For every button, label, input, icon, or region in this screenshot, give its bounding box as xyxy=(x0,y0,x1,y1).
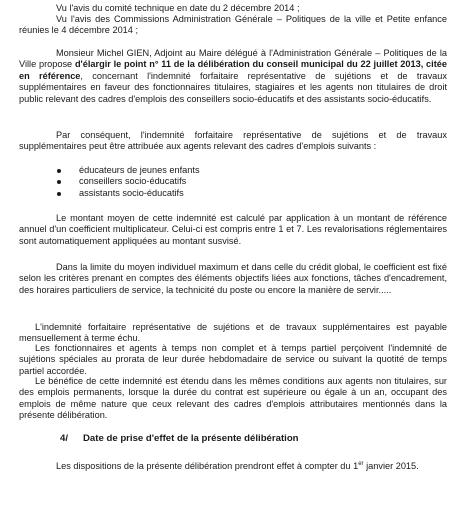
effet-superscript: er xyxy=(358,461,364,467)
gien-text-start: Monsieur Michel GIEN, Adjoint au Maire délégué à l'Administration Générale – Politiques de la Ville propose xyxy=(19,48,447,70)
vu-commissions: Vu l'avis des Commissions Administration Générale – Politiques de la ville et Petite enfance réunies le 4 décembre 2014 ; xyxy=(19,14,447,36)
bullet-dot-icon xyxy=(57,180,61,184)
list-item-label: conseillers socio-éducatifs xyxy=(79,176,187,187)
list-item xyxy=(57,165,200,176)
paragraph-non-titulaires: Le bénéfice de cette indemnité est étendu dans les mêmes conditions aux agents non titulaires, sur des emplois permanents, lorsque la durée du contrat est supérieure ou égale à un an, occupant des emplois de même nature que ceux relevant des cadres d'emplois attributaires mentionnés dans la présente délibération. xyxy=(19,376,447,421)
paragraph-temps-partiel: Les fonctionnaires et agents à temps non complet et à temps partiel perçoivent l'indemnité de sujétions spéciales au prorata de leur durée hebdomadaire de service ou suivant la quotité de temps partiel accordée. xyxy=(19,343,447,376)
section-heading xyxy=(60,433,299,444)
paragraph-montant-moyen: Le montant moyen de cette indemnité est calculé par application à un montant de référence annuel d'un coefficient multiplicateur. Celui-ci est compris entre 1 et 7. Les revalorisations réglementaires sont automatiquement appliquées au montant susvisé. xyxy=(19,213,447,246)
gien-text-end: , concernant l'indemnité forfaitaire représentative de sujétions et de travaux supplémentaires en faveur des fonctionnaires titulaires, stagiaires et les agents non titulaires de droit public relevant des cadres d'emplois des conseillers socio-éducatifs et des assistants socio-éducatifs. xyxy=(19,70,447,104)
bullet-dot-icon xyxy=(57,169,61,173)
paragraph-limite-coefficient: Dans la limite du moyen individuel maximum et dans celle du crédit global, le coefficient est fixé selon les critères prenant en comptes des éléments objectifs liées aux fonctions, tâches d'encadrement, des horaires particuliers de service, la technicité du poste ou encore la manière de servir..... xyxy=(19,262,447,295)
effet-text-start: Les dispositions de la présente délibération prendront effet à compter du 1 xyxy=(56,461,359,471)
list-item xyxy=(57,176,200,187)
section-number: 4/ xyxy=(60,433,69,444)
list-item-label: assistants socio-éducatifs xyxy=(79,187,184,198)
paragraph-payable-mensuellement: L'indemnité forfaitaire représentative de sujétions et de travaux supplémentaires est payable mensuellement à terme échu. xyxy=(19,322,447,344)
section-title: Date de prise d'effet de la présente délibération xyxy=(83,433,299,444)
cadres-emplois-list xyxy=(57,165,200,199)
effet-text-end: janvier 2015. xyxy=(363,461,419,471)
gien-bold-reference: d'élargir le point n° 11 de la délibération du conseil municipal du 22 juillet 2013, citée en référence xyxy=(19,59,447,81)
paragraph-prise-effet xyxy=(19,461,447,472)
paragraph-gien-proposal xyxy=(19,48,447,105)
list-item xyxy=(57,188,200,199)
paragraph-consequent: Par conséquent, l'indemnité forfaitaire représentative de sujétions et de travaux supplémentaires peut être attribuée aux agents relevant des cadres d'emplois suivants : xyxy=(19,130,447,152)
vu-comite-technique: Vu l'avis du comité technique en date du 2 décembre 2014 ; xyxy=(56,3,300,13)
bullet-dot-icon xyxy=(57,192,61,196)
list-item-label: éducateurs de jeunes enfants xyxy=(79,165,200,175)
